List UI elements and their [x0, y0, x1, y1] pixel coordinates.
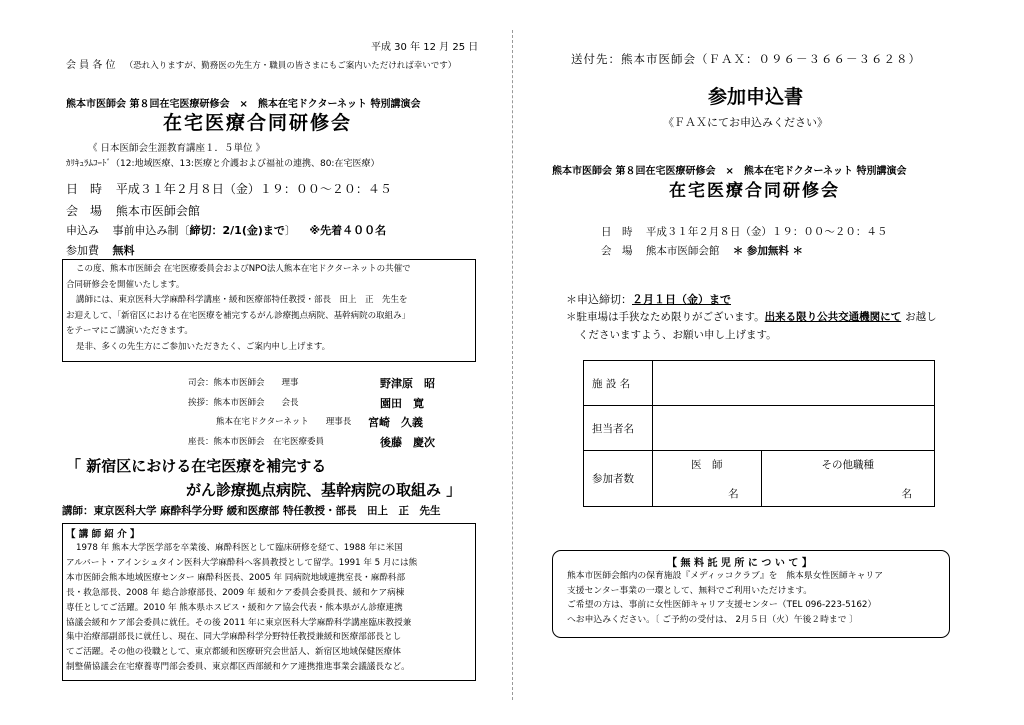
lecture-title-line-1: 「 新宿区における在宅医療を補完する [66, 457, 327, 475]
childcare-line: 熊本市医師会館内の保育施設『メディッコクラブ』を 熊本県女性医師キャリア [567, 571, 883, 581]
venue-note: ＊ 参加無料 ＊ [732, 245, 803, 257]
parking-emphasis: 出来る限り公共交通機関にて [764, 311, 902, 323]
event-series-right: 熊本市医師会 第８回在宅医療研修会 × 熊本在宅ドクターネット 特別講演会 [552, 166, 907, 177]
contact-field[interactable] [653, 406, 935, 451]
other-unit: 名 [901, 488, 912, 500]
childcare-line: ご希望の方は、事前に女性医師キャリア支援センター（TEL 096-223-5162） [567, 600, 877, 610]
role-moderator-name: 後藤 慶次 [380, 436, 435, 449]
bio-line: 本市医師会熊本地域医療センター 麻酔科医長、2005 年 同病院地域連携室長・麻酔科部 [66, 572, 406, 583]
bio-line: 集中治療部副部長に就任し、現在、同大学麻酔科学分野特任教授兼緩和医療部部長とし [66, 632, 402, 643]
event-series-left: 熊本市医師会 第８回在宅医療研修会 × 熊本在宅ドクターネット 特別講演会 [66, 99, 421, 110]
addressee-note: （恐れ入りますが、勤務医の先生方・職員の皆さまにもご案内いただければ幸いです） [124, 61, 457, 71]
datetime-value-right: 平成３１年２月８日（金）１９：００～２０：４５ [645, 226, 888, 238]
intro-line: をテーマにご講演いただきます。 [66, 326, 193, 336]
intro-line: 合同研修会を開催いたします。 [66, 279, 185, 290]
curriculum-line: ｶﾘｷｭﾗﾑｺｰﾄﾞ（12:地域医療、13:医療と介護および福祉の連携、80:在宅医療） [66, 159, 380, 169]
facility-label: 施 設 名 [584, 361, 653, 406]
apply-deadline: 締切：2/1(金)まで [189, 224, 285, 237]
send-to: 送付先：熊本市医師会（ＦＡＸ：０９６－３６６－３６２８） [571, 52, 921, 66]
venue-value: 熊本市医師会館 [115, 204, 200, 218]
fee-value: 無料 [112, 244, 135, 257]
intro-line: 是非、多くの先生方にご参加いただきたく、ご案内申し上げます。 [76, 341, 331, 352]
addressee-label: 会 員 各 位 [66, 60, 116, 71]
bio-line: 専任としてご活躍。2010 年 熊本県ホスピス・緩和ケア協会代表・熊本県がん診療連携 [66, 602, 403, 613]
bio-line: 協議会緩和ケア部会委員に就任。その後 2011 年に東京医科大学麻酔科学講座臨床教授兼 [66, 617, 412, 628]
other-count-field[interactable] [761, 451, 934, 507]
bio-line: てご活躍。その他の役職として、東京都緩和医療研究会世話人、新宿区地域保健医療体 [66, 647, 401, 658]
venue-label: 会 場 [66, 204, 103, 218]
doctor-unit: 名 [728, 488, 739, 500]
venue-row-right [601, 243, 803, 258]
issue-date: 平成 30 年 12 月 25 日 [371, 42, 479, 53]
role-greeting-name: 園田 寛 [380, 397, 424, 410]
apply-row-left [66, 222, 386, 238]
apply-label: 申込み [66, 224, 99, 237]
role-chair-label: 司会：熊本市医師会 理事 [188, 378, 299, 388]
form-title: 参加申込書 [708, 86, 804, 108]
deadline-prefix: ＊申込締切： [566, 293, 632, 306]
doctor-label: 医 師 [691, 459, 723, 471]
childcare-line: 支援センター事業の一環として、無料でご利用いただけます。 [567, 585, 813, 596]
datetime-value: 平成３１年２月８日（金）１９：００～２０：４５ [115, 182, 392, 196]
attendees-label: 参加者数 [584, 451, 653, 507]
parking-row-2: くださいますよう、お願い申し上げます。 [578, 329, 777, 341]
role-moderator-label: 座長：熊本市医師会 在宅医療委員 [188, 437, 325, 447]
deadline-row [566, 291, 731, 307]
page-divider [512, 30, 513, 700]
lecturer-line: 講師：東京医科大学 麻酔科学分野 緩和医療部 特任教授・部長 田上 正 先生 [62, 505, 441, 517]
parking-row [566, 309, 937, 324]
fee-label: 参加費 [66, 244, 99, 257]
apply-value: 事前申込み制〔 [112, 224, 190, 237]
childcare-title: 【 無 料 託 児 所 に つ い て 】 [667, 558, 812, 569]
role-greeting-label: 挨拶：熊本市医師会 会長 [188, 398, 299, 408]
doctor-count-field[interactable] [653, 451, 762, 507]
intro-line: お迎えして、「新宿区における在宅医療を補完するがん診療拠点病院、基幹病院の取組み」 [66, 310, 411, 321]
childcare-line: へお申込みください。〔 ご予約の受付は、 2月５日（火）午後２時まで 〕 [567, 614, 859, 625]
role-network-name: 宮崎 久義 [368, 416, 423, 429]
parking-text-2: お越し [905, 311, 937, 323]
lecture-title-line-2: がん診療拠点病院、基幹病院の取組み 」 [186, 481, 462, 499]
main-title-right: 在宅医療合同研修会 [669, 181, 840, 201]
main-title-left: 在宅医療合同研修会 [163, 112, 353, 134]
bio-text [66, 541, 471, 675]
bio-line: 制整備協議会在宅療養専門部会委員、東京都区西部緩和ケア連携推進事業会議議長など。 [66, 662, 410, 673]
credit-line: 《 日本医師会生涯教育講座１．５単位 》 [88, 143, 266, 154]
contact-label: 担当者名 [584, 406, 653, 451]
intro-text [66, 262, 471, 355]
deadline-value: ２月１日（金）まで [632, 293, 731, 306]
datetime-row-left [66, 180, 392, 197]
application-table [583, 360, 935, 507]
apply-close: 〕 [284, 224, 296, 237]
facility-field[interactable] [653, 361, 935, 406]
fee-row-left [66, 242, 135, 258]
venue-value-right: 熊本市医師会館 [645, 245, 720, 257]
intro-line: この度、熊本市医師会 在宅医療委員会およびNPO法人熊本在宅ドクターネットの共催で [76, 264, 411, 274]
intro-line: 講師には、東京医科大学麻酔科学講座・緩和医療部特任教授・部長 田上 正 先生を [76, 295, 408, 305]
venue-label-right: 会 場 [601, 245, 633, 257]
bio-line: 1978 年 熊本大学医学部を卒業後、麻酔科医として臨床研修を経て、1988 年に米国 [76, 543, 403, 553]
bio-line: 長・救急部長、2008 年 総合診療部長、2009 年 緩和ケア委員会委員長、緩和ケア病棟 [66, 587, 405, 598]
bio-line: アルバート・アインシュタイン医科大学麻酔科へ客員教授として留学。1991 年 5 月には熊 [66, 557, 418, 568]
venue-row-left [66, 202, 200, 219]
datetime-row-right [601, 224, 887, 239]
datetime-label: 日 時 [66, 182, 103, 196]
role-chair-name: 野津原 昭 [380, 377, 435, 390]
addressee [66, 56, 456, 71]
childcare-text [567, 569, 947, 627]
role-network-label: 熊本在宅ドクターネット 理事長 [216, 417, 352, 427]
apply-note: ※先着４００名 [309, 224, 387, 237]
parking-text-1: ＊駐車場は手狭なため限りがございます。 [566, 311, 765, 323]
datetime-label-right: 日 時 [601, 226, 633, 238]
form-subtitle: 《ＦＡＸにてお申込みください》 [663, 116, 828, 129]
bio-title: 【 講 師 紹 介 】 [66, 529, 140, 540]
other-label: その他職種 [821, 459, 875, 471]
